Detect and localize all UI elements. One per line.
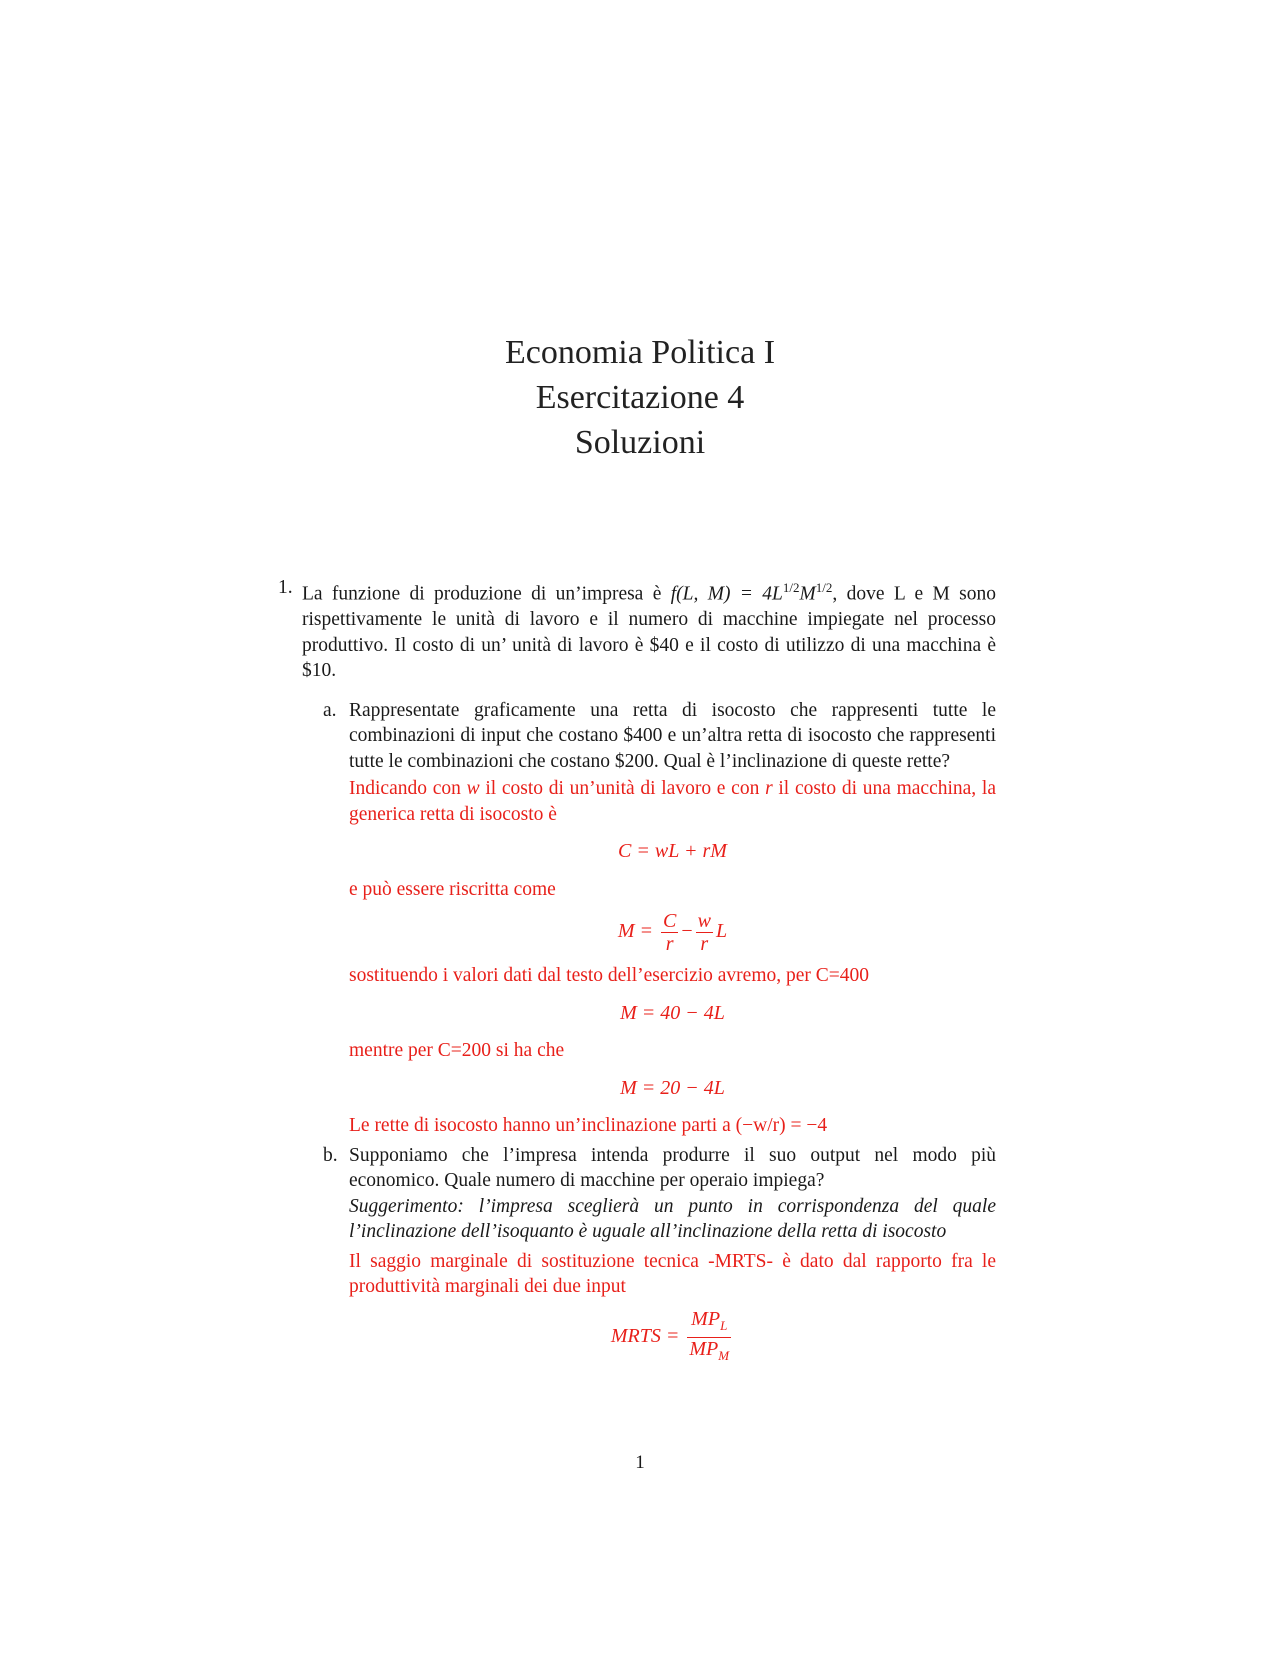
mp-l: MP (691, 1307, 721, 1330)
rewrite-text: e può essere riscritta come (349, 878, 556, 900)
answer-b: Il saggio marginale di sostituzione tecnica -MRTS- è dato dal rapporto fra le produttività marginali dei due input (349, 1250, 996, 1297)
subquestion-b (323, 1143, 996, 1367)
mrts-lhs: MRTS = (610, 1324, 685, 1347)
answer-a-intro (349, 776, 996, 827)
fraction-w-over-r (696, 910, 713, 955)
fraction-mp (687, 1308, 731, 1367)
subquestion-a (323, 698, 996, 1139)
exponent-2: 1/2 (815, 580, 833, 595)
statement-part2: , dove L e M sono rispettivamente le unità di lavoro e il numero di macchine impiegate nel processo produttivo. Il costo di un’ unità di lavoro è $40 e il costo di utilizzo di una macchina è $10. (302, 583, 996, 681)
c200-text: mentre per C=200 si ha che (349, 1040, 565, 1061)
title-course: Economia Politica I (504, 334, 776, 371)
equation-c400: M = 40 − 4L (620, 1001, 725, 1024)
eq2-lhs: M = (617, 920, 659, 943)
eq2-minus: − (681, 920, 693, 943)
mp-m: MP (689, 1337, 719, 1360)
fraction-c-den: r (665, 933, 674, 955)
eq2-tail: L (716, 920, 728, 943)
title-solutions: Soluzioni (574, 424, 706, 461)
exercise-number: 1. (278, 577, 293, 598)
substitution-text: sostituendo i valori dati dal testo dell’esercizio avremo, per C=400 (349, 965, 870, 986)
equation-c200: M = 20 − 4L (620, 1076, 725, 1099)
hint-b: Suggerimento: l’impresa sceglierà un punto in corrispondenza del quale l’inclinazione dell’isoquanto è uguale all’inclinazione della retta di isocosto (349, 1195, 996, 1242)
fraction-w-den: r (700, 933, 709, 955)
equation-isocost: C = wL + rM (618, 840, 727, 862)
answer-a-intro-1: Indicando con (349, 778, 467, 799)
document-title (0, 330, 1280, 465)
production-function: f(L, M) = 4L (670, 583, 783, 605)
mp-l-sub: L (720, 1317, 728, 1333)
question-a: Rappresentate graficamente una retta di isocosto che rappresenti tutte le combinazioni di input che costano $400 e un’altra retta di isocosto che rappresenti tutte le combinazioni che costano $200. Qual è l’inclinazione di queste rette? (349, 699, 996, 772)
fraction-c-over-r (661, 910, 678, 955)
subquestion-b-label: b. (323, 1144, 338, 1166)
fraction-w-num: w (697, 910, 711, 932)
symbol-w: w (466, 778, 480, 799)
production-function-m: M (799, 583, 816, 605)
page-number: 1 (635, 1452, 645, 1473)
equation-isocost-rewritten (349, 910, 996, 955)
fraction-c-num: C (663, 910, 677, 932)
answer-a-intro-2: il costo di un’unità di lavoro e con (479, 778, 766, 799)
exponent-1: 1/2 (782, 580, 800, 595)
exercise-1 (278, 575, 996, 1379)
title-exercise: Esercitazione 4 (535, 379, 745, 416)
fraction-mp-num (687, 1308, 731, 1338)
symbol-r: r (765, 778, 773, 799)
statement-part1: La funzione di produzione di un’impresa è (302, 583, 671, 605)
fraction-mp-den (687, 1338, 731, 1367)
mp-m-sub: M (718, 1347, 730, 1363)
slope-conclusion: Le rette di isocosto hanno un’inclinazione parti a (−w/r) = −4 (349, 1115, 828, 1136)
question-b: Supponiamo che l’impresa intenda produrre il suo output nel modo più economico. Quale numero di macchine per operaio impiega? (349, 1144, 996, 1191)
answer-a-intro-3: il costo di una macchina, la generica retta di isocosto è (349, 778, 996, 825)
exercise-statement (302, 575, 996, 684)
subquestion-a-label: a. (323, 699, 337, 721)
equation-mrts (349, 1308, 996, 1367)
